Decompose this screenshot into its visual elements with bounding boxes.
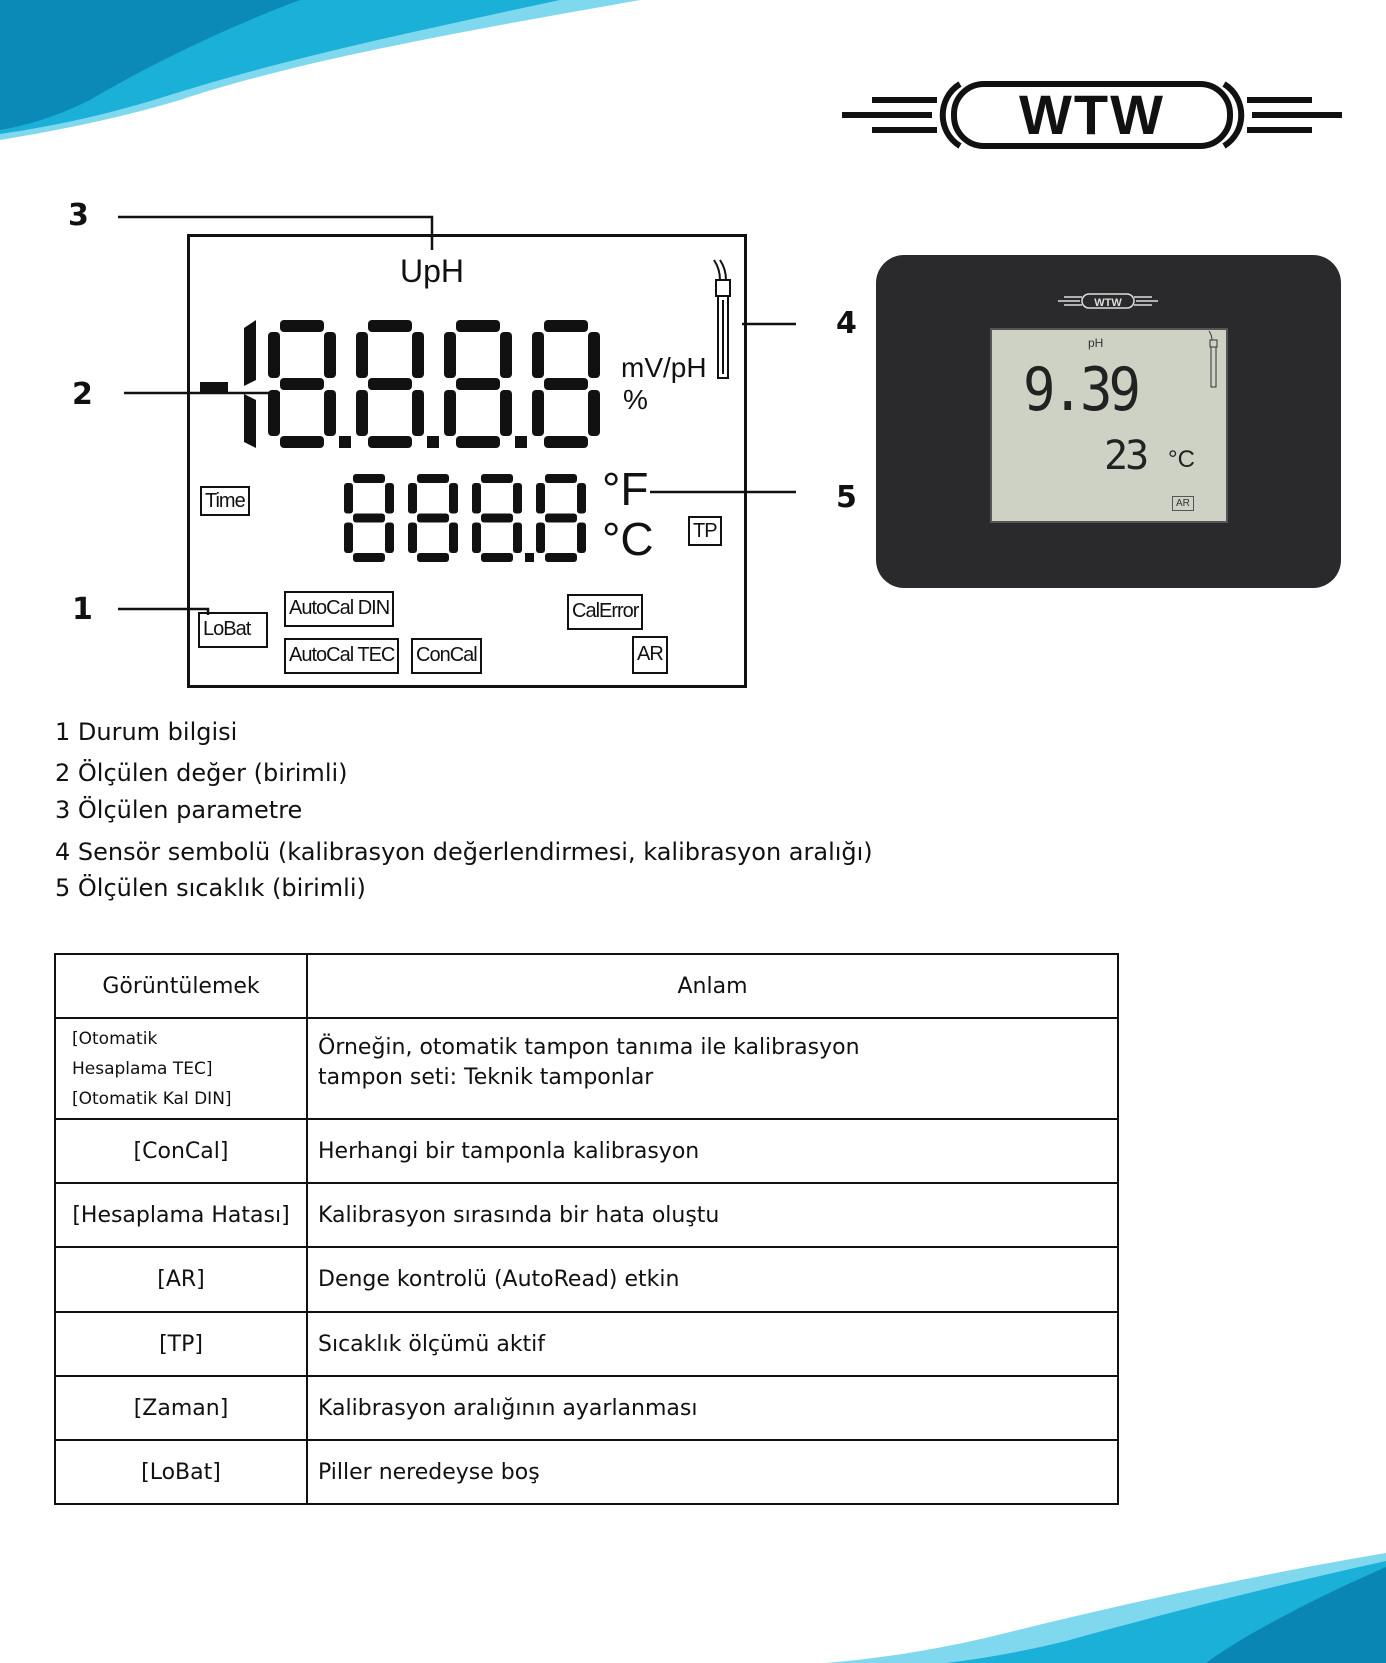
table-cell-meaning: Herhangi bir tamponla kalibrasyon [307,1119,1118,1183]
lcd-segment [513,523,522,554]
lcd-segment [344,483,353,514]
lcd-segment [280,320,324,332]
table-cell-meaning: Piller neredeyse boş [307,1440,1118,1504]
lcd-segment [544,378,588,390]
indicator-table [54,953,1119,1505]
lcd-segment [280,378,324,390]
svg-text:WTW: WTW [1094,297,1122,309]
wtw-logo [842,78,1342,152]
lcd-segment [545,474,577,483]
lcd-segment [385,483,394,514]
lcd-segment [456,378,500,390]
lcd-segment [456,320,500,332]
legend-item-1: 1 Durum bilgisi [55,718,238,746]
lcd-segment [481,514,513,523]
sensor-icon [708,258,738,383]
lcd-main-units: mV/pH [621,352,707,383]
table-row [55,1018,1118,1119]
lcd-segment [353,553,385,562]
lcd-segment [408,523,417,554]
table-cell-display: [ConCal] [55,1119,307,1183]
lcd-segment [408,483,417,514]
lcd-segment [268,332,280,378]
lcd-decimal-point [515,436,527,448]
decorative-wave-bottom [786,1553,1386,1663]
callout-1: 1 [72,592,93,627]
lcd-segment [449,523,458,554]
lcd-segment [481,474,513,483]
table-row [55,1247,1118,1312]
lcd-segment [544,320,588,332]
lcd-segment [472,523,481,554]
lcd-temp-unit-c: °C [602,513,654,565]
callout-4: 4 [836,306,857,341]
table-cell-display: [Otomatik Hesaplama TEC] [Otomatik Kal DIN] [55,1018,307,1119]
lcd-segment [356,390,368,436]
lcd-segment [344,523,353,554]
lcd-segment [412,332,424,378]
wtw-logo-text: WTW [1019,83,1165,146]
indicator-ar: AR [632,636,668,674]
lcd-segment [324,332,336,378]
lcd-segment [353,474,385,483]
lcd-segment [444,332,456,378]
device-temp-unit: °C [1168,446,1195,473]
lcd-decimal-point [525,553,534,562]
lcd-segment [532,332,544,378]
lcd-temp-digits [340,470,600,570]
indicator-time: Time [200,486,250,516]
lcd-segment [353,514,385,523]
table-header-meaning: Anlam [307,954,1118,1018]
lcd-segment [513,483,522,514]
table-cell-meaning: Örneğin, otomatik tampon tanıma ile kalibrasyon tampon seti: Teknik tamponlar [307,1018,1118,1119]
table-cell-meaning: Denge kontrolü (AutoRead) etkin [307,1247,1118,1312]
legend-item-3: 3 Ölçülen parametre [55,796,303,824]
lcd-segment [532,390,544,436]
lcd-segment [368,378,412,390]
indicator-concal: ConCal [411,638,482,674]
lcd-segment [412,390,424,436]
lcd-segment [456,436,500,448]
lcd-segment [280,436,324,448]
table-row [55,1312,1118,1376]
lcd-segment [545,514,577,523]
lcd-decimal-point [339,436,351,448]
table-row [55,1376,1118,1440]
legend-item-4: 4 Sensör sembolü (kalibrasyon değerlendirmesi, kalibrasyon aralığı) [55,838,873,866]
table-cell-meaning: Kalibrasyon aralığının ayarlanması [307,1376,1118,1440]
lcd-segment [536,483,545,514]
lcd-segment [449,483,458,514]
table-cell-display: [AR] [55,1247,307,1312]
lcd-decimal-point [427,436,439,448]
table-header-display: Görüntülemek [55,954,307,1018]
table-row [55,1183,1118,1247]
indicator-autocal-din: AutoCal DIN [284,591,394,627]
lcd-segment [588,332,600,378]
table-cell-display: [LoBat] [55,1440,307,1504]
table-cell-meaning: Kalibrasyon sırasında bir hata oluştu [307,1183,1118,1247]
lcd-segment [368,320,412,332]
indicator-tp: TP [688,516,722,546]
lcd-segment [417,553,449,562]
lcd-segment [417,474,449,483]
lcd-segment [481,553,513,562]
indicator-autocal-tec: AutoCal TEC [284,638,399,674]
lcd-segment [588,390,600,436]
decorative-wave-top [0,0,660,150]
callout-2: 2 [72,377,93,412]
lcd-segment [268,390,280,436]
indicator-lobat: LoBat [198,612,268,648]
lcd-segment [544,436,588,448]
lcd-percent: % [623,384,648,415]
lcd-segment [500,390,512,436]
device-sensor-icon [1206,330,1220,390]
lcd-segment [324,390,336,436]
lcd-segment [472,483,481,514]
indicator-calerror: CalError [567,594,643,630]
device-param: pH [1088,336,1104,350]
device-ar-badge: AR [1172,496,1194,511]
legend-item-5: 5 Ölçülen sıcaklık (birimli) [55,874,366,902]
callout-3: 3 [68,198,89,233]
lcd-segment [577,523,586,554]
lcd-temp-unit-f: °F [602,463,649,515]
lcd-main-digits [196,316,616,456]
lcd-segment [368,436,412,448]
lcd-segment [417,514,449,523]
table-row [55,1119,1118,1183]
table-cell-display: [Zaman] [55,1376,307,1440]
lcd-segment [545,553,577,562]
lcd-segment [536,523,545,554]
device-value: 9.39 [1023,354,1138,425]
lcd-segment [577,483,586,514]
table-header-row [55,954,1118,1018]
lcd-segment [444,390,456,436]
lcd-segment [385,523,394,554]
callout-5: 5 [836,480,857,515]
legend-item-2: 2 Ölçülen değer (birimli) [55,759,348,787]
lcd-parameter-label: UpH [400,253,465,289]
lcd-segment [500,332,512,378]
device-temp: 23 [1104,433,1147,479]
table-cell-meaning: Sıcaklık ölçümü aktif [307,1312,1118,1376]
device-logo [1058,292,1158,310]
table-cell-display: [TP] [55,1312,307,1376]
lcd-segment [356,332,368,378]
table-row [55,1440,1118,1504]
table-cell-display: [Hesaplama Hatası] [55,1183,307,1247]
